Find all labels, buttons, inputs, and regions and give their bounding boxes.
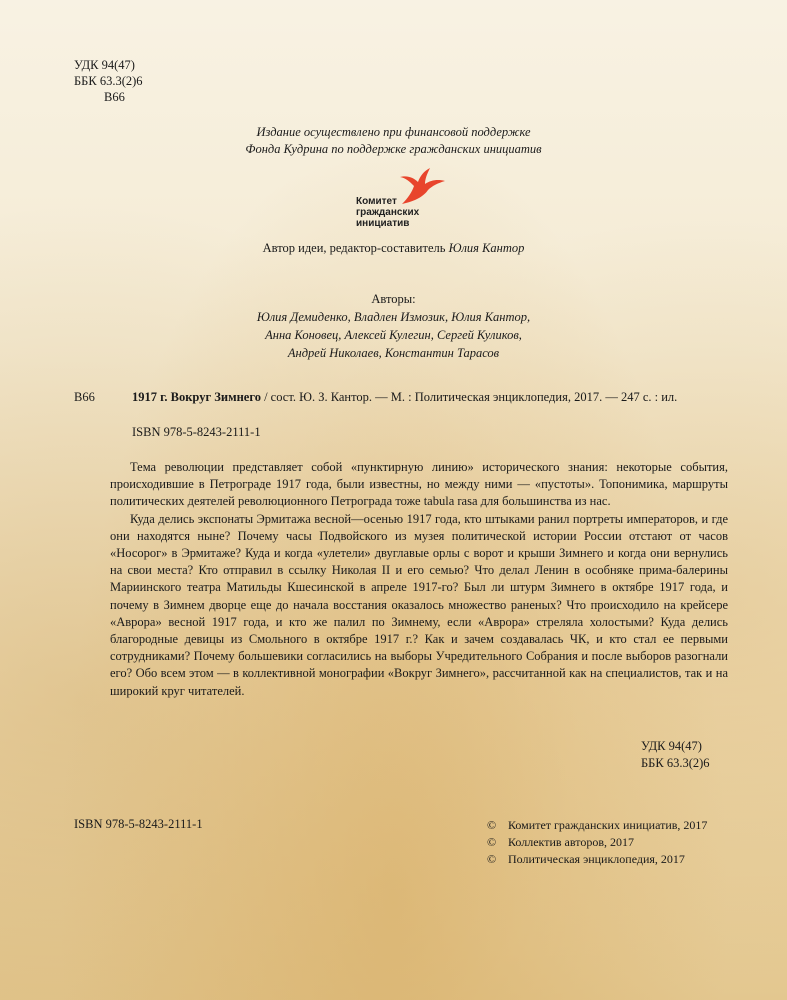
copyright-line: [487, 817, 707, 834]
authors-list: [0, 308, 787, 362]
copyright-text: Комитет гражданских инициатив, 2017: [508, 818, 708, 832]
author-mark: В66: [104, 90, 125, 104]
logo-line-2: гражданских: [356, 207, 420, 218]
logo-text: [356, 196, 419, 229]
copyright-icon: ©: [487, 818, 497, 832]
isbn-footer: ISBN 978-5-8243-2111-1: [74, 817, 203, 831]
support-line-2: Фонда Кудрина по поддержке гражданских инициатив: [245, 142, 542, 156]
copyright-line: [487, 851, 707, 868]
footer-udk: УДК 94(47): [641, 739, 702, 753]
copyright-list: [487, 817, 707, 868]
committee-logo: [356, 168, 456, 232]
authors-line-2: Анна Коновец, Алексей Кулегин, Сергей Куликов,: [265, 328, 522, 342]
annotation: [110, 459, 728, 700]
book-title: 1917 г. Вокруг Зимнего: [132, 390, 261, 404]
support-note: [0, 124, 787, 158]
authors-heading: Авторы:: [371, 292, 416, 306]
editor-credit: [0, 241, 787, 256]
support-line-1: Издание осуществлено при финансовой поддержке: [256, 125, 531, 139]
bbk-code: ББК 63.3(2)6: [74, 74, 143, 88]
isbn-record: ISBN 978-5-8243-2111-1: [132, 425, 261, 439]
authors-line-1: Юлия Демиденко, Владлен Измозик, Юлия Кантор,: [256, 310, 531, 324]
editor-label: Автор идеи, редактор-составитель: [262, 241, 449, 255]
footer-bbk: ББК 63.3(2)6: [641, 756, 710, 770]
copyright-text: Коллектив авторов, 2017: [508, 835, 634, 849]
footer-codes: [641, 738, 710, 772]
annotation-paragraph-2: Куда делись экспонаты Эрмитажа весной—осенью 1917 года, кто штыками ранил портреты императоров, и где они находятся ныне? Почему часы Подвойского из музея политической истории России отстают от часов «Носорог» в Эрмитаже? Куда и когда «улетели» двуглавые орлы с ворот и крыши Зимнего и когда они вернулись на свои места? Кто отправил в ссылку Николая II и его семью? Что делал Ленин в особняке прима-балерины Мариинского театра Матильды Кшесинской в апреле 1917-го? Был ли штурм Зимнего в октябре 1917 года, и почему в Зимнем дворце еще до начала восстания оказалось множество раненых? Что происходило на крейсере «Аврора» весной 1917 года, и кто же палил по Зимнему, если «Аврора» стреляла холостыми? Куда делись благородные девицы из Смольного в октябре 1917 г.? Как и зачем создавалась ЧК, и кто стал ее первыми сотрудниками? Почему большевики согласились на выборы Учредительного Собрания и после выборов разогнали его? Обо всем этом — в коллективной монографии «Вокруг Зимнего», рассчитанной как на специалистов, так и на широкий круг читателей.: [110, 511, 728, 698]
copyright-line: [487, 834, 707, 851]
authors-line-3: Андрей Николаев, Константин Тарасов: [287, 346, 500, 360]
copyright-icon: ©: [487, 835, 497, 849]
copyright-text: Политическая энциклопедия, 2017: [508, 852, 685, 866]
logo-line-3: инициатив: [356, 218, 410, 229]
annotation-paragraph-1: Тема революции представляет собой «пунктирную линию» исторического знания: некоторые события, происходившие в Петрограде 1917 года, были известны, но между ними — «пустоты». Топонимика, маршруты политических деятелей революционного Петрограда тоже tabula rasa для большинства из нас.: [110, 460, 728, 509]
classification-codes: [74, 57, 143, 105]
copyright-icon: ©: [487, 852, 497, 866]
logo-line-1: Комитет: [356, 196, 397, 207]
bibliographic-record: [132, 390, 732, 405]
bibliography-mark: В66: [74, 390, 95, 404]
record-details: / сост. Ю. З. Кантор. — М. : Политическая энциклопедия, 2017. — 247 с. : ил.: [260, 390, 678, 404]
editor-name: Юлия Кантор: [448, 241, 525, 255]
udk-code: УДК 94(47): [74, 58, 135, 72]
